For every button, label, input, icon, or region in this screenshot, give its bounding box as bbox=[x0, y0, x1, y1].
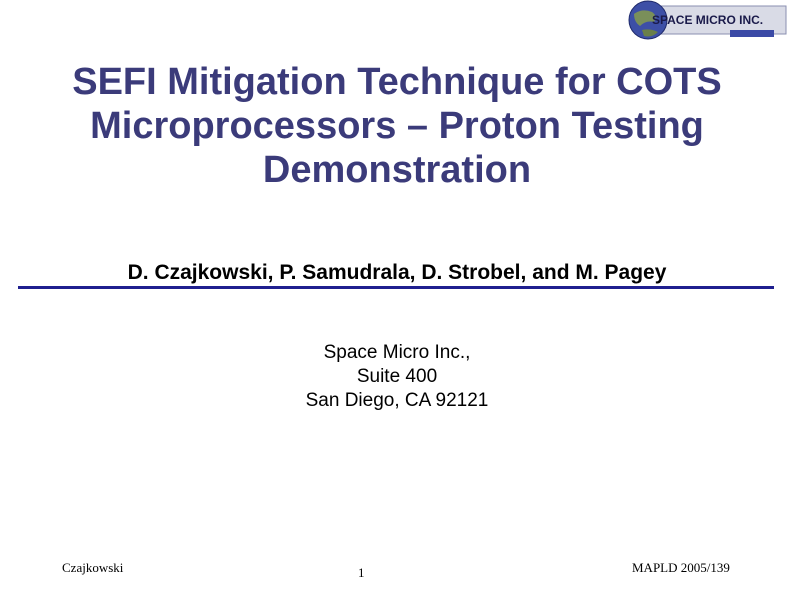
title-line-3: Demonstration bbox=[262, 149, 532, 191]
address-line-2: Suite 400 bbox=[356, 366, 438, 387]
slide-title bbox=[0, 60, 794, 192]
address-line-3: San Diego, CA 92121 bbox=[305, 390, 489, 411]
footer-author: Czajkowski bbox=[62, 560, 124, 575]
author-list: D. Czajkowski, P. Samudrala, D. Strobel, and M. Pagey bbox=[127, 261, 667, 284]
divider-rule bbox=[18, 286, 774, 289]
footer-conference: MAPLD 2005/139 bbox=[632, 560, 730, 575]
affiliation-address bbox=[0, 341, 794, 413]
space-micro-logo-icon bbox=[618, 0, 790, 42]
logo-text: SPACE MICRO INC. bbox=[652, 13, 764, 27]
page-number: 1 bbox=[358, 565, 365, 580]
title-line-1: SEFI Mitigation Technique for COTS bbox=[72, 61, 722, 103]
title-line-2: Microprocessors – Proton Testing bbox=[90, 105, 704, 147]
address-line-1: Space Micro Inc., bbox=[323, 342, 471, 363]
company-logo bbox=[618, 0, 790, 42]
